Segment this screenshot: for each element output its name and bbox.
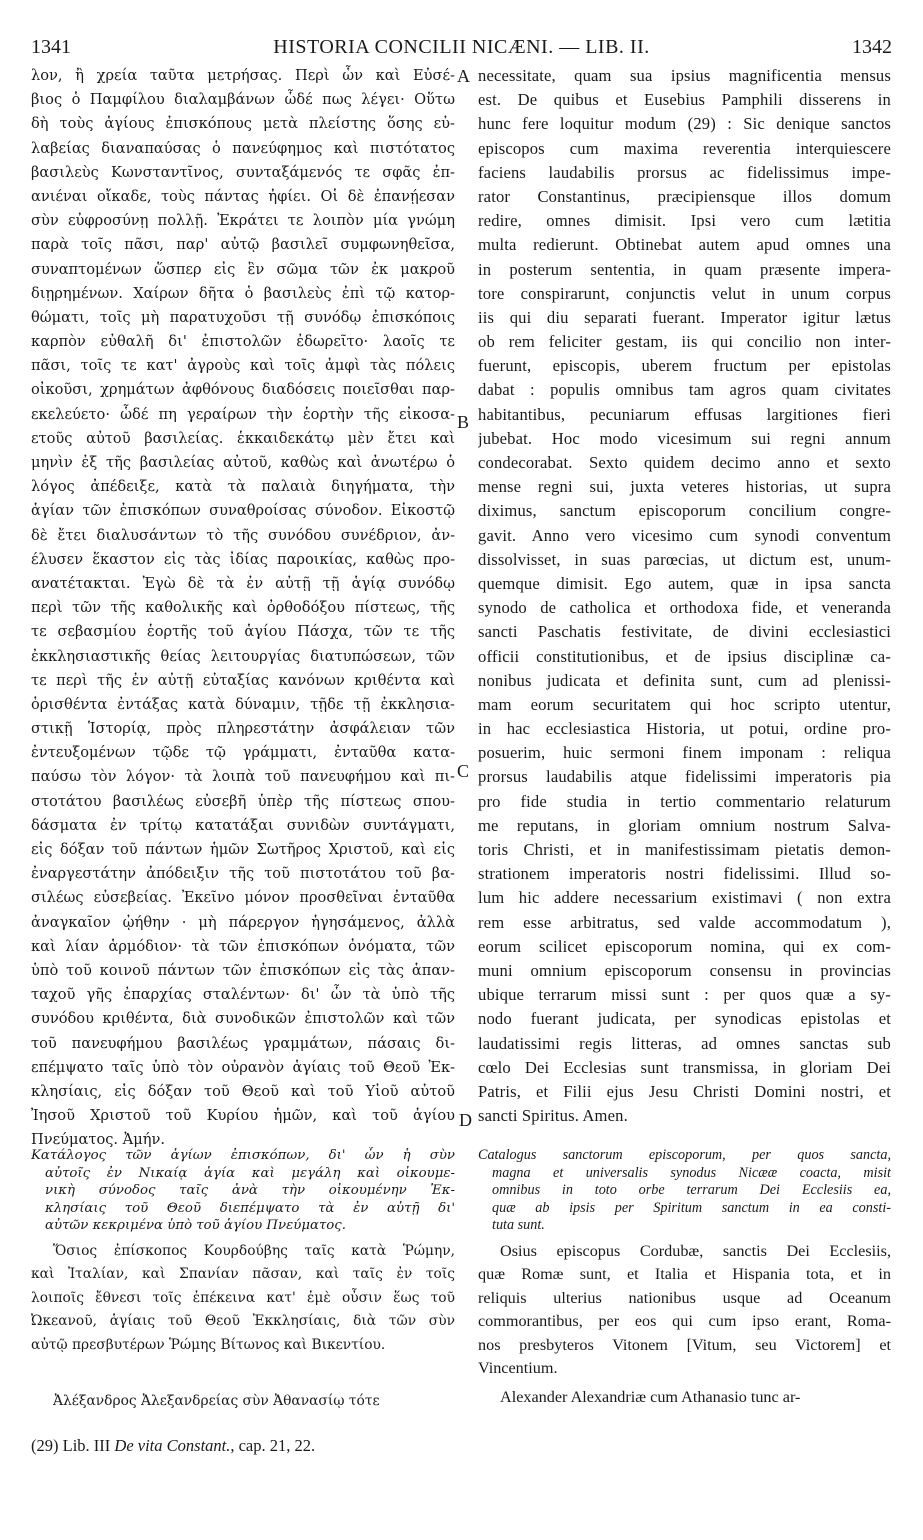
text-line: εκελεύετο· ὧδέ πη γεραίρων τὴν ἑορτὴν τῆς εἰκοσα- <box>31 405 455 423</box>
text-line: nonibus judicata et definita sunt, cum ad plenissi- <box>478 670 891 690</box>
text-line: περὶ τῶν τῆς καθολικῆς καὶ ὀρθοδόξου πίστεως, τῆς <box>31 599 455 617</box>
text-line: δὴ τοὺς ἁγίους ἐπισκόπους μετὰ πλείστης ὅσης εὐ- <box>31 115 455 133</box>
caption-line: Κατάλογος τῶν ἁγίων ἐπισκόπων, δι' ὧν ἡ σὺν <box>31 1148 455 1163</box>
text-line: tore conspirarunt, conjunctis velut in unum corpus <box>478 283 891 303</box>
text-line: sancti Spiritus. Amen. <box>478 1106 628 1126</box>
text-line: sancti Paschatis festivitate, de divini ecclesiastici <box>478 622 891 642</box>
text-line: dissolvisset, in suas parœcias, ut dictum est, unum- <box>478 549 891 569</box>
text-line: lum hic addere necessarium existimavi ( non extra <box>478 888 891 908</box>
text-line: quemque dimisit. Ego autem, quæ in ipsa sancta <box>478 573 891 593</box>
running-header <box>0 36 923 64</box>
running-title: HISTORIA CONCILII NICÆNI. — LIB. II. <box>273 36 650 58</box>
caption-line: quæ ab ipsis per Spiritum sanctum in ea consti- <box>492 1199 891 1216</box>
latin-alexander-line: Alexander Alexandriæ cum Athanasio tunc ar- <box>500 1388 801 1406</box>
footnote-work: De vita Constant. <box>114 1436 231 1455</box>
text-line: παύσω τὸν λόγον· τὰ λοιπὰ τοῦ πανευφήμου καὶ πι- <box>31 768 455 786</box>
text-line: posuerim, huic sermoni finem imponam : reliqua <box>478 743 891 763</box>
text-line: ετοῦς αὐτοῦ βασιλείας. ἑκκαιδεκάτῳ μὲν ἔτει καὶ <box>31 429 455 447</box>
text-line: rator Constantinus, præcipiensque illos domum <box>478 186 891 206</box>
text-line: ὁρισθέντα ἐντάξας κατὰ δύναμιν, τῇδε τῇ ἐκκλησια- <box>31 695 455 713</box>
text-line: ubique terrarum missi sunt : per quos quæ a sy- <box>478 985 891 1005</box>
margin-marker-c: C <box>457 761 470 781</box>
text-line: λον, ἢ χρεία ταῦτα μετρήσας. Περὶ ὧν καὶ Εὐσέ- <box>31 67 455 84</box>
text-line: τε σεβασμίου ἑορτῆς τοῦ ἁγίου Πάσχα, τῶν τε τῆς <box>31 623 455 641</box>
footnote <box>31 1436 315 1456</box>
text-line: faciens laudabilis prorsus ac fidelissimus impe- <box>478 162 891 182</box>
latin-osius-entry <box>478 1240 891 1380</box>
caption-line: omnibus in toto orbe terrarum Dei Ecclesiis ea, <box>492 1182 891 1198</box>
text-line: δάσματα ἐν τρίτῳ κατατάξαι συνιδὼν συντάγματι, <box>31 816 455 834</box>
text-line: συνόδου κριθέντα, διὰ συνοδικῶν ἐπιστολῶν καὶ τῶν <box>31 1010 455 1028</box>
text-line: ἁγίαν τῶν ἐπισκόπων συναθροίσας σύνοδον. Εἰκοστῷ <box>31 502 455 520</box>
caption-line: magna et universalis synodus Nicææ coacta, misit <box>492 1164 891 1181</box>
text-line: μηνὶν ἐξ τῆς βασιλείας αὐτοῦ, καθὼς καὶ ἀνωτέρω ὁ <box>31 454 455 471</box>
text-line: έλυσεν ἕκαστον εἰς τὰς ἰδίας παροικίας, καθὼς προ- <box>31 550 455 568</box>
text-line: καὶ λίαν ἁρμόδιον· τὰ τῶν ἐπισκόπων ὀνόματα, τῶν <box>31 937 455 955</box>
text-line: βασιλεὺς Κωνσταντῖνος, συνταξάμενός τε σφᾶς ἐπ- <box>31 163 455 181</box>
text-line: δὲ ἔτει διαλυσάντων τὸ τῆς συνόδου συνέδριον, ἀν- <box>31 526 455 544</box>
text-line: Ὠκεανοῦ, ἁγίαις τοῦ Θεοῦ Ἐκκλησίαις, διὰ τῶν σὺν <box>31 1313 455 1330</box>
text-line: in hac ecclesiastica Historia, ut potui, ordine pro- <box>478 719 891 739</box>
text-line: λόγος ἀπέδειξε, κατὰ τὰ παλαιὰ διηγήματα, τὴν <box>31 478 455 496</box>
text-line: ob rem feliciter gestam, iis qui concilio non inter- <box>478 332 891 352</box>
margin-marker-a: A <box>457 66 470 86</box>
text-line: οἰκοῦσι, χρημάτων ἀφθόνους διαδόσεις ποιεῖσθαι παρ- <box>31 381 455 399</box>
text-line: nodo fuerant judicata, per synodicas epistolas et <box>478 1009 891 1029</box>
margin-marker-d: D <box>459 1110 472 1130</box>
text-line: officii constitutionibus, et de ipsius disciplinæ ca- <box>478 646 891 666</box>
text-line: est. De quibus et Eusebius Pamphili disserens in <box>478 90 891 110</box>
text-line: quæ Romæ sunt, et Italia et Hispania tota, et in <box>478 1265 891 1284</box>
text-line: iis qui diu separati fuerant. Imperator igitur lætus <box>478 307 891 327</box>
text-line: mense regni sui, juxta veteres historias, ut supra <box>478 477 891 497</box>
text-line: αὐτῷ πρεσβυτέρων Ῥώμης Βίτωνος καὶ Βικεντίου. <box>31 1336 386 1353</box>
text-line: strationem imperatoris nostri fidelissimi. Illud so- <box>478 864 891 884</box>
text-line: fuerunt, episcopis, uberem fructum per epistolas <box>478 356 891 376</box>
latin-column <box>478 64 891 1128</box>
text-line: πᾶσι, τοῖς τε κατ' ἀγροὺς καὶ τοῖς ἀμφὶ τὰς πόλεις <box>31 357 455 375</box>
greek-alexander-line: Ἀλέξανδρος Ἀλεξανδρείας σὺν Ἀθανασίῳ τότε <box>53 1393 380 1409</box>
text-line: λοιποῖς ἔθνεσι τοῖς ἐπέκεινα κατ' ἐμὲ οὖσιν ἕως τοῦ <box>31 1289 455 1306</box>
text-line: laudatissimi regis litteras, ad omnes sanctas sub <box>478 1033 891 1053</box>
text-line: necessitate, quam sua ipsius magnificentia mensus <box>478 66 891 85</box>
text-line: episcopos cum maxima reverentia interquiescere <box>478 138 891 158</box>
text-line: muni omnium episcoporum consensu in provincias <box>478 960 891 980</box>
greek-osius-entry <box>31 1240 455 1357</box>
text-line: κλησίαις, εἰς δόξαν τοῦ Θεοῦ καὶ τοῦ Υἱοῦ αὐτοῦ <box>31 1082 455 1100</box>
footnote-lib: Lib. III <box>62 1436 111 1455</box>
text-line: mam eorum securitatem qui hoc scripto utentur, <box>478 694 891 714</box>
text-line: σιλέως εὐσεβείας. Ἐκεῖνο μόνον προσθεῖναι ἐνταῦθα <box>31 889 455 907</box>
text-line: διῃρημένων. Χαίρων δῆτα ὁ βασιλεὺς ἐπὶ τῷ κατορ- <box>31 284 455 302</box>
text-line: βιος ὁ Παμφίλου διαλαμβάνων ὧδέ πως λέγει· Οὕτω <box>31 91 455 109</box>
caption-line: Catalogus sanctorum episcoporum, per quos sancta, <box>478 1147 891 1163</box>
text-line: ὑπὸ τοῦ κοινοῦ πάντων τῶν ἐπισκόπων εἰς τὰς ἁπαν- <box>31 961 455 979</box>
text-line: θώματι, τοῖς μὴ παρατυχοῦσι τῇ συνόδῳ ἐπισκόποις <box>31 308 455 326</box>
text-line: in posterum sententia, in quam præsente impera- <box>478 259 891 279</box>
text-line: ἐκκλησιαστικῆς θείας λειτουργίας διατυπώσεων, τῶν <box>31 647 455 665</box>
text-line: καρπὸν εὐθαλῆ δι' ἐπιστολῶν ἐδωρεῖτο· λαοῖς τε <box>31 333 455 351</box>
text-line: gavit. Anno vero vicesimo cum synodi conventum <box>478 525 891 545</box>
greek-alexander-entry <box>31 1390 455 1413</box>
text-line: λαβείας διαναπαύσας ὁ πανεύφημος καὶ πιστότατος <box>31 139 455 157</box>
text-line: rem esse arbitratus, sed valde accommodatum ), <box>478 912 891 932</box>
text-line: habitantibus, pecuniarum effusas largitiones fieri <box>478 404 891 424</box>
latin-catalogue-heading <box>478 1147 891 1235</box>
text-line: toris Christi, et in manifestissimam pietatis demon- <box>478 840 891 859</box>
page-number-right: 1342 <box>852 36 892 58</box>
text-line: eorum scilicet episcoporum nomina, qui ex com- <box>478 936 891 956</box>
text-line: commorantibus, per eos qui cum ipso erant, Roma- <box>478 1312 891 1331</box>
text-line: Ἰησοῦ Χριστοῦ τοῦ Κυρίου ἡμῶν, καὶ τοῦ ἁγίου <box>31 1107 455 1125</box>
text-line: Vincentium. <box>478 1358 558 1377</box>
text-line: Ὅσιος ἐπίσκοπος Κουρδούβης ταῖς κατὰ Ῥώμην, <box>53 1243 455 1259</box>
caption-line: tuta sunt. <box>492 1217 545 1233</box>
text-line: redire, omnes dimisit. Ipsi vero cum lætitia <box>478 211 891 231</box>
text-line: prorsus laudabilis atque fidelissimi imperatoris pia <box>478 767 891 787</box>
margin-marker-b: B <box>457 412 470 432</box>
text-line: synodo de catholica et orthodoxa fide, et veneranda <box>478 598 891 618</box>
text-line: εἰς δόξαν τοῦ πάντων ἡμῶν Σωτῆρος Χριστοῦ, καὶ εἰς <box>31 841 455 858</box>
text-line: pro fide studia in tertio commentario relaturum <box>478 791 891 811</box>
text-line: ἐντευξομένων τῷδε τῷ γράμματι, ἐνταῦθα κατα- <box>31 744 455 762</box>
footnote-number: (29) <box>31 1436 59 1455</box>
caption-line: αὐτῶν κεκριμένα ὑπὸ τοῦ ἁγίου Πνεύματος. <box>45 1218 346 1233</box>
text-line: συναπτομένων ὥσπερ εἰς ἓν σῶμα τῶν ἐκ μακροῦ <box>31 260 455 278</box>
text-line: ἀναγκαῖον ᾠήθην · μὴ πάρεργον ἡγησάμενος, ἀλλὰ <box>31 913 455 931</box>
text-line: καὶ Ἰταλίαν, καὶ Σπανίαν πᾶσαν, καὶ ταῖς ἐν τοῖς <box>31 1266 455 1283</box>
text-line: ταχοῦ γῆς ἐπαρχίας σταλέντων· δι' ὧν τὰ ὑπὸ τῆς <box>31 986 455 1004</box>
text-line: Πνεύματος. Ἀμήν. <box>31 1131 165 1149</box>
text-line: jubebat. Hoc modo vicesimum sui regni annum <box>478 428 891 448</box>
text-line: ανατέτακται. Ἐγὼ δὲ τὰ ἐν αὐτῇ τῇ ἁγίᾳ συνόδῳ <box>31 574 455 592</box>
caption-line: νικὴ σύνοδος ταῖς ἀνὰ τὴν οἰκουμένην Ἐκ- <box>45 1183 455 1198</box>
caption-line: κλησίαις τοῦ Θεοῦ διεπέμψατο τὰ ἐν αὐτῇ δι' <box>45 1200 455 1216</box>
text-line: hunc fere loquitur modum (29) : Sic denique sanctos <box>478 114 891 134</box>
footnote-cap: , cap. 21, 22. <box>230 1436 316 1455</box>
text-line: Patris, et Filii ejus Jesu Christi Domini nostri, et <box>478 1081 891 1101</box>
text-line: τοῦ πανευφήμου βασιλέως γραμμάτων, πάσαις δι- <box>31 1034 455 1052</box>
text-line: reliquis ulterius nationibus usque ad Oceanum <box>478 1288 891 1307</box>
caption-line: αὐτοῖς ἐν Νικαίᾳ ἁγία καὶ μεγάλη καὶ οἰκουμε- <box>45 1165 455 1181</box>
text-line: επέμψατο ταῖς ὑπὸ τὸν οὐρανὸν ἁγίαις τοῦ Θεοῦ Ἐκ- <box>31 1058 455 1076</box>
text-line: ανιέναι οἴκαδε, τοὺς πάντας ἠφίει. Οἱ δὲ ἐπανῄεσαν <box>31 187 455 205</box>
text-line: dabat : populis omnibus tam agros quam civitates <box>478 380 891 400</box>
greek-column <box>31 64 455 1152</box>
text-line: στοτάτου βασιλέως εὐσεβῆ ὑπὲρ τῆς πίστεως σπου- <box>31 792 455 810</box>
text-line: nos presbyteros Vitonem [Vitum, seu Victorem] et <box>478 1335 891 1354</box>
text-line: me reputans, in gloriam omnium nostrum Salva- <box>478 815 891 835</box>
text-line: condecorabat. Sexto quidem decimo anno et sexto <box>478 453 891 472</box>
text-line: Osius episcopus Cordubæ, sanctis Dei Ecclesiis, <box>500 1242 891 1260</box>
text-line: multa redierunt. Obtinebat autem apud omnes una <box>478 235 891 255</box>
text-line: σὺν εὐφροσύνῃ πολλῇ. Ἐκράτει τε λοιπὸν μία γνώμη <box>31 212 455 230</box>
text-line: στικῇ Ἱστορίᾳ, πρὸς πληρεστάτην ἀσφάλειαν τῶν <box>31 720 455 738</box>
text-line: ἐναργεστάτην ἀπόδειξιν τῆς τοῦ πιστοτάτου τοῦ βα- <box>31 865 455 883</box>
text-line: cœlo Dei Ecclesias sunt transmissa, in gloriam Dei <box>478 1057 891 1077</box>
greek-catalogue-heading <box>31 1147 455 1235</box>
text-line: παρὰ τοῖς πᾶσι, παρ' αὐτῷ βασιλεῖ συμφωνηθεῖσα, <box>31 236 455 254</box>
text-line: diximus, sanctum episcoporum concilium congre- <box>478 501 891 521</box>
text-line: τε περὶ τῆς ἐν αὐτῇ εὐταξίας κανόνων κριθέντα καὶ <box>31 671 455 689</box>
page-number-left: 1341 <box>31 36 71 58</box>
latin-alexander-entry <box>478 1386 891 1409</box>
